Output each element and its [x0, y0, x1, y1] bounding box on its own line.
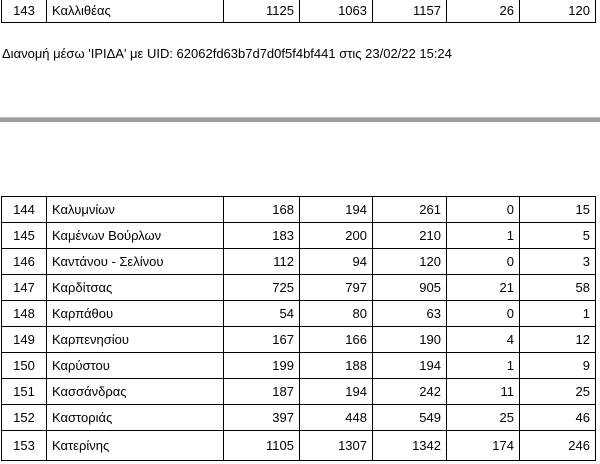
value-cell: 1063	[300, 0, 373, 23]
value-cell: 1105	[224, 431, 300, 461]
municipality-name: Καντάνου - Σελίνου	[47, 249, 224, 275]
value-cell: 54	[224, 301, 300, 327]
value-cell: 242	[373, 379, 447, 405]
top-table	[1, 0, 596, 23]
value-cell: 3	[520, 249, 596, 275]
value-cell: 80	[300, 301, 373, 327]
value-cell: 166	[300, 327, 373, 353]
municipality-name: Καρύστου	[47, 353, 224, 379]
municipality-name: Καρπενησίου	[47, 327, 224, 353]
value-cell: 187	[224, 379, 300, 405]
table-row	[2, 301, 596, 327]
municipality-name: Καρπάθου	[47, 301, 224, 327]
value-cell: 190	[373, 327, 447, 353]
value-cell: 25	[447, 405, 520, 431]
value-cell: 5	[520, 223, 596, 249]
value-cell: 194	[300, 197, 373, 223]
value-cell: 1	[447, 223, 520, 249]
value-cell: 12	[520, 327, 596, 353]
row-number: 150	[2, 353, 47, 379]
row-number: 147	[2, 275, 47, 301]
row-number: 145	[2, 223, 47, 249]
municipality-name: Καλυμνίων	[47, 197, 224, 223]
table-row	[2, 431, 596, 461]
value-cell: 21	[447, 275, 520, 301]
value-cell: 1	[447, 353, 520, 379]
table-row	[2, 275, 596, 301]
row-number: 153	[2, 431, 47, 461]
value-cell: 167	[224, 327, 300, 353]
value-cell: 11	[447, 379, 520, 405]
value-cell: 112	[224, 249, 300, 275]
value-cell: 1125	[224, 0, 300, 23]
value-cell: 4	[447, 327, 520, 353]
value-cell: 725	[224, 275, 300, 301]
value-cell: 0	[447, 197, 520, 223]
value-cell: 174	[447, 431, 520, 461]
value-cell: 25	[520, 379, 596, 405]
value-cell: 194	[300, 379, 373, 405]
value-cell: 168	[224, 197, 300, 223]
value-cell: 0	[447, 301, 520, 327]
table-row	[2, 353, 596, 379]
value-cell: 0	[447, 249, 520, 275]
value-cell: 63	[373, 301, 447, 327]
municipality-name: Καστοριάς	[47, 405, 224, 431]
municipality-name: Κατερίνης	[47, 431, 224, 461]
distribution-note: Διανομή μέσω 'ΙΡΙΔΑ' με UID: 62062fd63b7d7d0f5f4bf441 στις 23/02/22 15:24	[2, 46, 452, 61]
table-row	[2, 405, 596, 431]
row-number: 152	[2, 405, 47, 431]
row-number: 148	[2, 301, 47, 327]
page-separator	[0, 117, 600, 122]
value-cell: 183	[224, 223, 300, 249]
value-cell: 15	[520, 197, 596, 223]
table-row	[2, 327, 596, 353]
row-number: 143	[2, 0, 47, 23]
value-cell: 448	[300, 405, 373, 431]
value-cell: 94	[300, 249, 373, 275]
table-row	[2, 0, 596, 23]
value-cell: 1157	[373, 0, 447, 23]
value-cell: 1	[520, 301, 596, 327]
value-cell: 199	[224, 353, 300, 379]
value-cell: 1307	[300, 431, 373, 461]
municipality-name: Καμένων Βούρλων	[47, 223, 224, 249]
row-number: 146	[2, 249, 47, 275]
row-number: 149	[2, 327, 47, 353]
table-row	[2, 249, 596, 275]
value-cell: 26	[447, 0, 520, 23]
table-row	[2, 197, 596, 223]
municipality-name: Καλλιθέας	[47, 0, 224, 23]
table-row	[2, 223, 596, 249]
main-table	[1, 196, 596, 461]
municipality-name: Καρδίτσας	[47, 275, 224, 301]
row-number: 151	[2, 379, 47, 405]
value-cell: 261	[373, 197, 447, 223]
value-cell: 905	[373, 275, 447, 301]
table-row	[2, 379, 596, 405]
value-cell: 120	[520, 0, 596, 23]
value-cell: 549	[373, 405, 447, 431]
value-cell: 58	[520, 275, 596, 301]
value-cell: 120	[373, 249, 447, 275]
value-cell: 397	[224, 405, 300, 431]
value-cell: 210	[373, 223, 447, 249]
row-number: 144	[2, 197, 47, 223]
municipality-name: Κασσάνδρας	[47, 379, 224, 405]
value-cell: 200	[300, 223, 373, 249]
value-cell: 46	[520, 405, 596, 431]
value-cell: 797	[300, 275, 373, 301]
value-cell: 9	[520, 353, 596, 379]
value-cell: 188	[300, 353, 373, 379]
value-cell: 194	[373, 353, 447, 379]
value-cell: 1342	[373, 431, 447, 461]
value-cell: 246	[520, 431, 596, 461]
